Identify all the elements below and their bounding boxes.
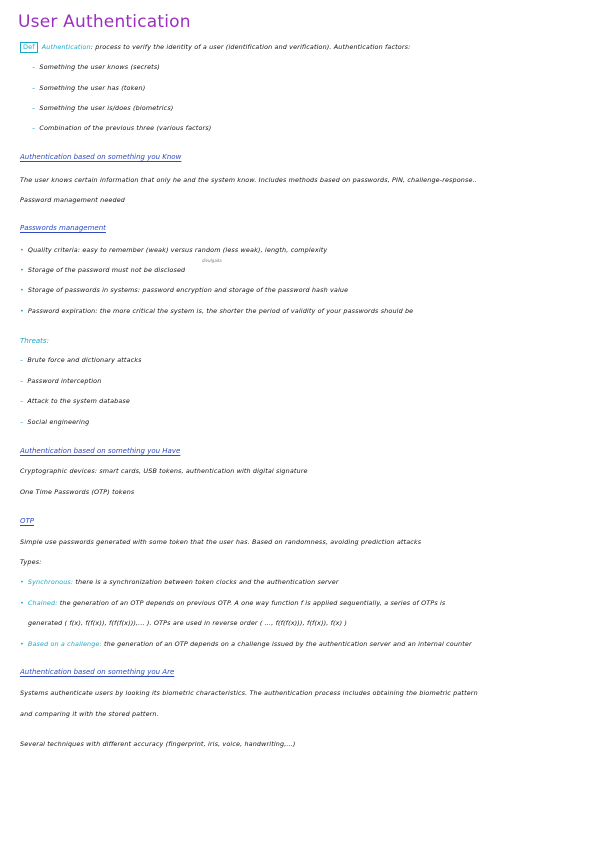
factor-item: – Something the user is/does (biometrics) [32, 104, 174, 112]
otp-type-sync: • Synchronous: there is a synchronization between token clocks and the authentication server [20, 578, 339, 586]
pwmgmt-item: • Storage of the password must not be disclosed [20, 266, 186, 274]
otp-line: Simple use passwords generated with some token that the user has. Based on randomness, avoiding prediction attacks [20, 538, 422, 546]
heading-pwmgmt: Passwords management [20, 224, 106, 232]
def-badge: Def [20, 42, 38, 53]
heading-otp: OTP [20, 517, 35, 525]
otp-type-challenge: • Based on a challenge: the generation of an OTP depends on a challenge issued by the authentication server and an internal counter [20, 640, 472, 648]
threat-item: – Attack to the system database [20, 397, 130, 405]
has-line: Cryptographic devices: smart cards, USB tokens, authentication with digital signature [20, 467, 308, 475]
pwmgmt-item: • Storage of passwords in systems: password encryption and storage of the password hash value [20, 286, 349, 294]
threat-item: – Social engineering [20, 418, 90, 426]
has-line: One Time Passwords (OTP) tokens [20, 488, 135, 496]
heading-knows: Authentication based on something you Know [20, 153, 182, 161]
are-line: Several techniques with different accuracy (fingerprint, iris, voice, handwriting,...) [20, 740, 296, 748]
knows-line: Password management needed [20, 196, 125, 204]
pwmgmt-item: • Quality criteria: easy to remember (weak) versus random (less weak), length, complexity [20, 246, 328, 254]
knows-line: The user knows certain information that only he and the system know. Includes methods based on passwords, PIN, challenge-response.. [20, 176, 477, 184]
factor-item: – Combination of the previous three (various factors) [32, 124, 212, 132]
are-line: and comparing it with the stored pattern. [20, 710, 159, 718]
threat-item: – Password interception [20, 377, 102, 385]
heading-has: Authentication based on something you Have [20, 447, 181, 455]
intro-text: : process to verify the identity of a user (identification and verification). Authentication factors: [90, 43, 411, 51]
otp-type-chained: • Chained: the generation of an OTP depends on previous OTP. A one way function f is applied sequentially, a series of OTPs is [20, 599, 446, 607]
heading-are: Authentication based on something you Are [20, 668, 175, 676]
are-line: Systems authenticate users by looking its biometric characteristics. The authentication process includes obtaining the biometric pattern [20, 689, 478, 697]
otp-chained-cont: generated ( f(x), f(f(x)), f(f(f(x))),... ). OTPs are used in reverse order ( ..., f(f(f(x))), f(f(x)), f(x) ) [28, 619, 348, 627]
margin-annotation: divulgada [202, 258, 222, 263]
intro-line [20, 42, 410, 53]
factor-item: – Something the user has (token) [32, 84, 146, 92]
threat-item: – Brute force and dictionary attacks [20, 356, 142, 364]
intro-term: Authentication [41, 43, 91, 51]
otp-types-label: Types: [20, 558, 42, 566]
factor-item: – Something the user knows (secrets) [32, 63, 160, 71]
heading-threats: Threats: [20, 337, 49, 345]
pwmgmt-item: • Password expiration: the more critical the system is, the shorter the period of validity of your passwords should be [20, 307, 414, 315]
page-title: User Authentication [18, 12, 191, 32]
